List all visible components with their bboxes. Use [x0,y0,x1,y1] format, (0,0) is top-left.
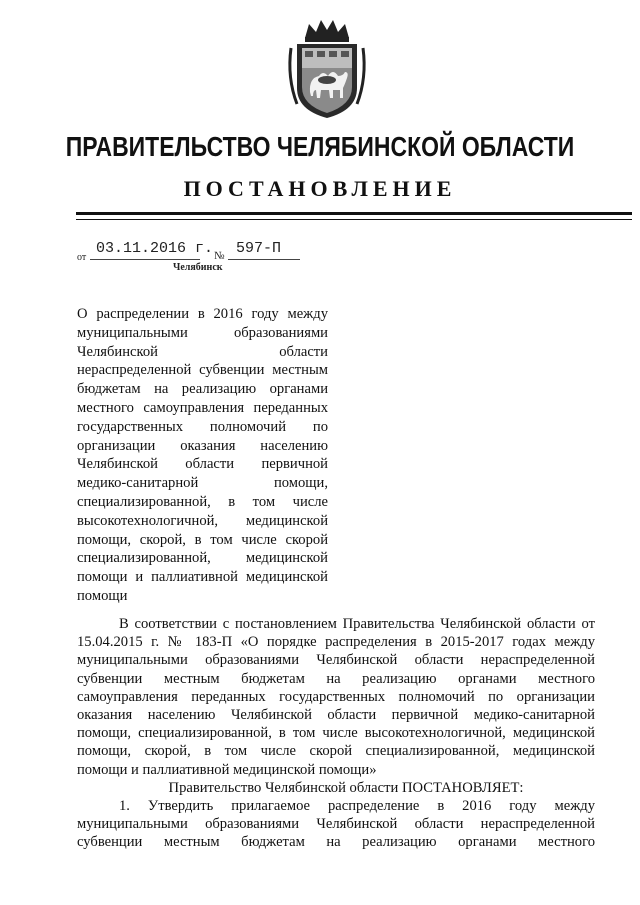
body-line: самоуправления переданных государственных полномочий по организации [77,688,595,705]
subject-line: высокотехнологичной, медицинской [77,512,328,529]
subject-line: муниципальными образованиями [77,324,328,341]
document-date: 03.11.2016 г. [96,240,214,257]
body-line: помощи, специализированной, в том числе высокотехнологичной, медицинской [77,725,595,742]
body-line: субвенции местным бюджетам на реализацию органами местного [77,834,595,851]
subject-line: помощи и паллиативной медицинской [77,569,328,586]
subject-line: О распределении в 2016 году между [77,306,328,322]
subject-line: государственных полномочий по [77,418,328,435]
header-rule-thin [76,219,632,220]
subject-line: специализированной, в том числе [77,493,328,510]
number-underline [228,259,300,260]
date-underline [90,259,200,260]
subject-line: организации оказания населению [77,437,328,454]
header-rule-thick [76,212,632,215]
document-number: 597-П [236,240,282,257]
subject-line: медико-санитарной помощи, [77,475,328,492]
resolution-line: Правительство Челябинской области ПОСТАНОВЛЯЕТ: [168,779,524,796]
subject-line: бюджетам на реализацию органами [77,381,328,398]
body-line: оказания населению Челябинской области первичной медико-санитарной [77,706,595,723]
body-line: 1. Утвердить прилагаемое распределение в 2016 году между [119,797,595,814]
org-title: ПРАВИТЕЛЬСТВО ЧЕЛЯБИНСКОЙ ОБЛАСТИ [65,131,575,162]
document-subject [77,305,328,606]
city-label: Челябинск [173,262,223,273]
document-body [77,615,595,851]
body-line: 15.04.2015 г. № 183-П «О порядке распределения в 2015-2017 годах между [77,634,595,651]
subject-line: Челябинской области [77,343,328,360]
subject-line: помощи [77,587,128,604]
subject-line: помощи, скорой, в том числе скорой [77,531,328,548]
subject-line: специализированной, медицинской [77,550,328,567]
body-line: помощи, скорой, в том числе скорой специализированной, медицинской [77,743,595,760]
body-line: В соответствии с постановлением Правительства Челябинской области от [119,616,595,632]
from-label: от [77,252,87,263]
subject-line: нераспределенной субвенции местным [77,362,328,379]
subject-line: местного самоуправления переданных [77,399,328,416]
body-line: субвенции местным бюджетам на реализацию органами местного [77,670,595,687]
chelyabinsk-coat-of-arms-icon [283,18,371,122]
number-label: № [214,250,225,262]
body-line: муниципальными образованиями Челябинской области нераспределенной [77,652,595,669]
body-line: муниципальными образованиями Челябинской области нераспределенной [77,816,595,833]
document-type-title: ПОСТАНОВЛЕНИЕ [183,176,457,201]
body-line: помощи и паллиативной медицинской помощи» [77,761,377,778]
subject-line: Челябинской области первичной [77,456,328,473]
